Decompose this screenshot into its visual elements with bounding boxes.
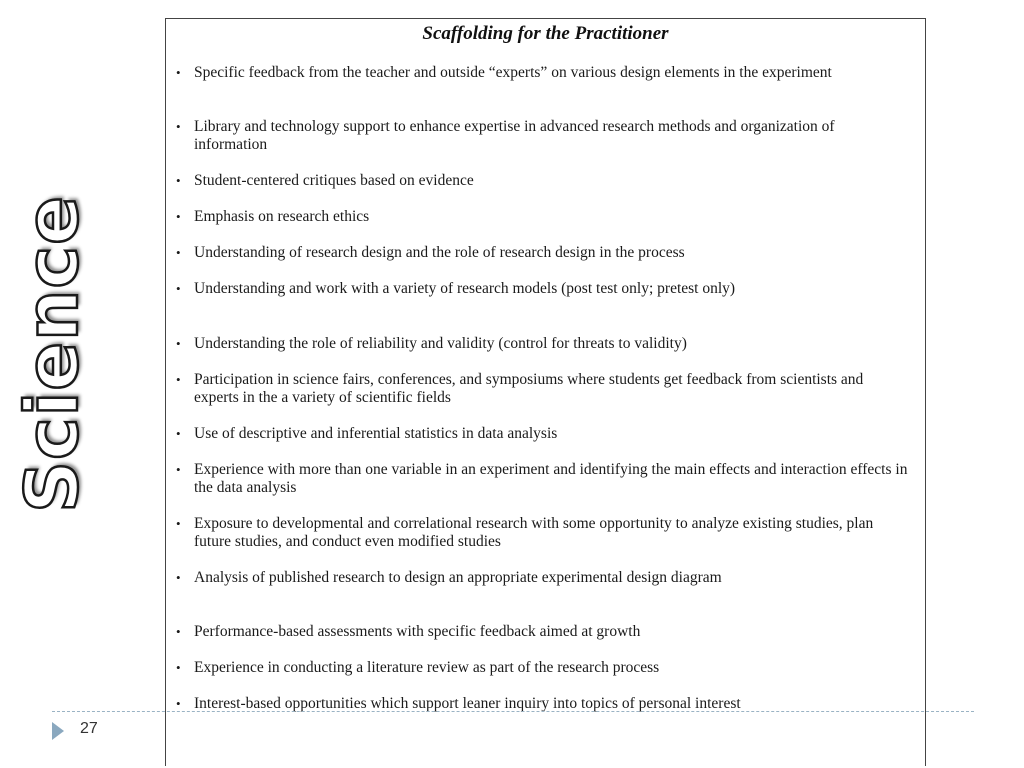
bullet-item: • Student-centered critiques based on evidence [176, 172, 474, 189]
bullet-icon: • [176, 696, 181, 711]
bullet-item: • Interest-based opportunities which support leaner inquiry into topics of personal interest [176, 695, 741, 712]
bullet-icon: • [176, 462, 181, 477]
bullet-list [166, 19, 925, 766]
bullet-item: • Understanding the role of reliability and validity (control for threats to validity) [176, 335, 687, 352]
bullet-item: • Emphasis on research ethics [176, 208, 370, 225]
bullet-icon: • [176, 516, 181, 531]
bullet-item: • Specific feedback from the teacher and outside “experts” on various design elements in the experiment [176, 64, 832, 81]
bullet-item: • Performance-based assessments with specific feedback aimed at growth [176, 623, 641, 640]
bullet-item: • Participation in science fairs, conferences, and symposiums where students get feedback from scientists and experts in the a variety of scientific fields [176, 371, 864, 406]
slide-side-title: Science [10, 195, 94, 513]
bullet-item: • Use of descriptive and inferential statistics in data analysis [176, 425, 558, 442]
bullet-item: • Exposure to developmental and correlational research with some opportunity to analyze existing studies, plan future studies, and conduct even modified studies [176, 515, 874, 550]
page-number: 27 [80, 720, 98, 737]
bullet-item: • Experience with more than one variable in an experiment and identifying the main effects and interaction effects in the data analysis [176, 461, 908, 496]
bullet-icon: • [176, 570, 181, 585]
bullet-icon: • [176, 336, 181, 351]
bullet-icon: • [176, 281, 181, 296]
bullet-icon: • [176, 245, 181, 260]
bullet-icon: • [176, 372, 181, 387]
bullet-icon: • [176, 660, 181, 675]
bullet-item: • Library and technology support to enhance expertise in advanced research methods and organization of information [176, 118, 835, 153]
footer-divider [52, 711, 974, 712]
bullet-icon: • [176, 209, 181, 224]
bullet-icon: • [176, 173, 181, 188]
bullet-icon: • [176, 624, 181, 639]
document-image [165, 18, 926, 766]
document-title: Scaffolding for the Practitioner [422, 23, 669, 44]
bullet-icon: • [176, 119, 181, 134]
bullet-item: • Understanding of research design and the role of research design in the process [176, 244, 685, 261]
bullet-icon: • [176, 65, 181, 80]
play-arrow-icon [52, 722, 64, 740]
bullet-icon: • [176, 426, 181, 441]
bullet-item: • Understanding and work with a variety of research models (post test only; pretest only) [176, 280, 736, 297]
bullet-item: • Experience in conducting a literature review as part of the research process [176, 659, 660, 676]
bullet-item: • Analysis of published research to design an appropriate experimental design diagram [176, 569, 722, 586]
